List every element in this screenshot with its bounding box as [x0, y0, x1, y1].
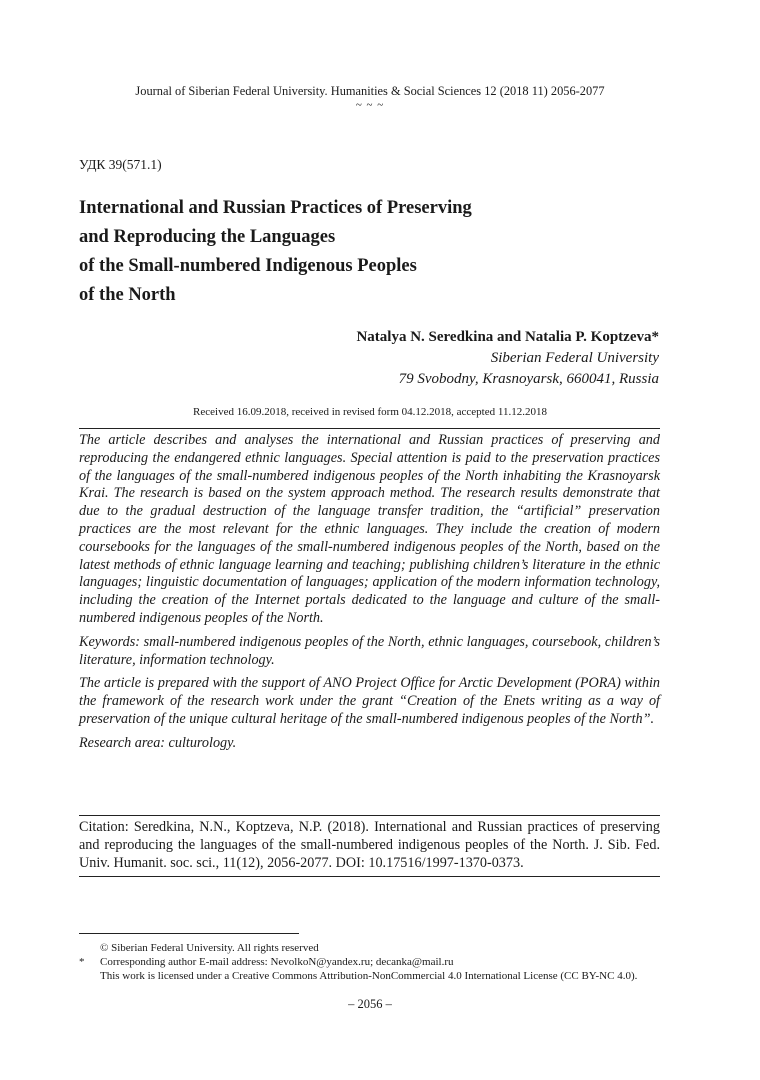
corresponding-author: Corresponding author E-mail address: NevolkoN@yandex.ru; decanka@mail.ru	[100, 956, 454, 968]
footnotes	[79, 941, 679, 983]
author-names: Natalya N. Seredkina and Natalia P. Koptzeva*	[356, 329, 659, 345]
journal-header: Journal of Siberian Federal University. Humanities & Social Sciences 12 (2018 11) 2056-2077	[135, 84, 605, 98]
abstract-block	[79, 432, 660, 759]
udk-code: УДК 39(571.1)	[79, 157, 162, 172]
title-line: and Reproducing the Languages	[79, 227, 336, 247]
title-line: of the North	[79, 285, 176, 305]
header-separator: ~ ~ ~	[355, 99, 385, 111]
research-area: Research area: culturology.	[79, 734, 237, 751]
copyright-note: © Siberian Federal University. All rights reserved	[100, 942, 319, 954]
page-number: – 2056 –	[348, 997, 392, 1011]
abstract-top-rule	[79, 428, 660, 429]
footnote-rule	[79, 933, 299, 934]
license-note: This work is licensed under a Creative Commons Attribution-NonCommercial 4.0 International License (CC BY-NC 4.0).	[100, 970, 638, 982]
title-line: International and Russian Practices of Preserving	[79, 198, 472, 218]
funding-note: The article is prepared with the support of ANO Project Office for Arctic Development (PORA) within the framework of the research work under the grant “Creation of the Enets writing as a way of preservation of the unique cultural heritage of the small-numbered indigenous peoples of the North”.	[79, 675, 660, 727]
title-line: of the Small-numbered Indigenous Peoples	[79, 256, 417, 276]
abstract-text: The article describes and analyses the international and Russian practices of preserving and reproducing the endangered ethnic languages. Special attention is paid to the preservation practices of the languages of the small-numbered indigenous peoples of the North inhabiting the Krasnoyarsk Krai. The research is based on the system approach method. The research results demonstrate that due to the gradual destruction of the language transfer tradition, the “artificial” preservation practices are the most relevant for the ethnic languages. They include the creation of modern coursebooks for the languages of the small-numbered indigenous peoples of the North, based on the latest methods of ethnic language learning and teaching; publishing children’s literature in the ethnic languages; linguistic documentation of languages; application of the modern information technology, including the creation of the Internet portals dedicated to the language and culture of the small-numbered indigenous peoples of the North.	[79, 432, 660, 626]
author-affiliation: Siberian Federal University	[490, 350, 659, 366]
asterisk-mark: *	[79, 956, 85, 968]
citation: Citation: Seredkina, N.N., Koptzeva, N.P. (2018). International and Russian practices of preserving and reproducing the languages of the small-numbered indigenous peoples of the North. J. Sib. Fed. Univ. Humanit. soc. sci., 11(12), 2056-2077. DOI: 10.17516/1997-1370-0373.	[79, 819, 660, 871]
article-title	[79, 194, 639, 310]
received-dates: Received 16.09.2018, received in revised form 04.12.2018, accepted 11.12.2018	[193, 406, 547, 418]
keywords: Keywords: small-numbered indigenous peoples of the North, ethnic languages, coursebook, children’s literature, information technology.	[79, 633, 660, 668]
author-block	[356, 327, 659, 390]
author-address: 79 Svobodny, Krasnoyarsk, 660041, Russia	[398, 371, 659, 387]
citation-top-rule	[79, 815, 660, 816]
citation-bottom-rule	[79, 876, 660, 877]
